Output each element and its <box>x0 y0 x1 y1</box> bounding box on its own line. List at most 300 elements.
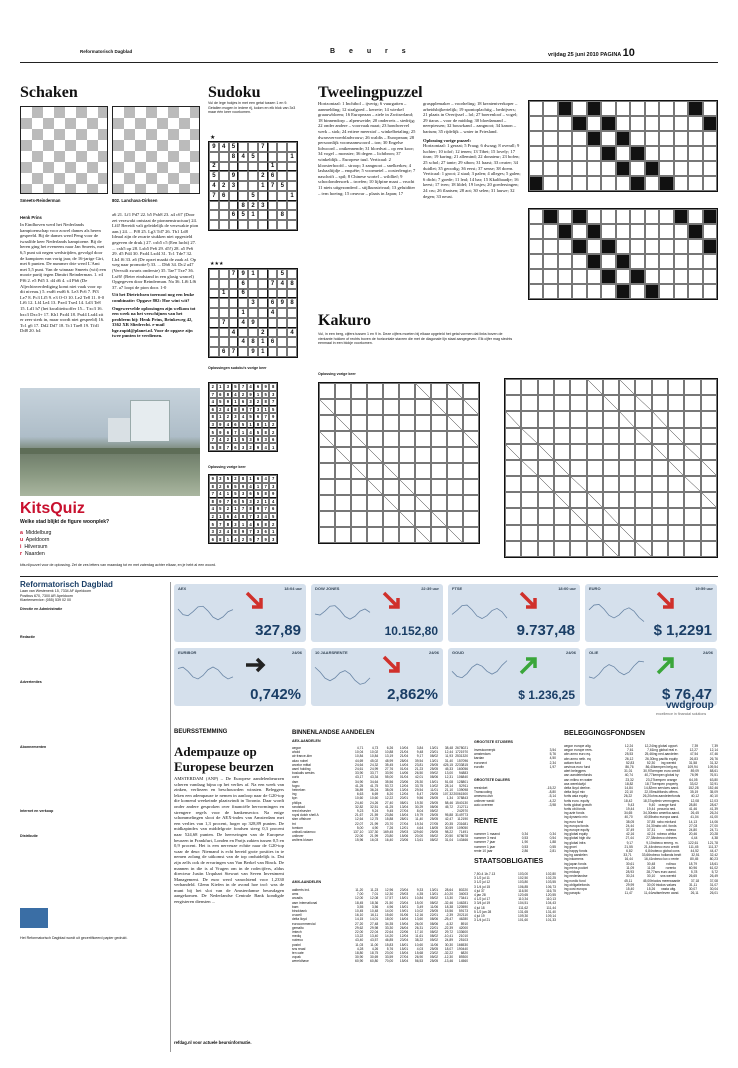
sudoku-cell: 3 <box>248 298 258 308</box>
table-cell: nummer 7 jaar <box>474 840 496 845</box>
table-cell: 9,48 <box>416 750 424 755</box>
market-tile-name: EURO <box>589 586 601 591</box>
puzzle-cell <box>630 284 644 299</box>
table-cell: 44,47 <box>709 849 719 854</box>
puzzle-cell <box>645 239 659 254</box>
sudoku-cell: 8 <box>217 535 225 543</box>
table-cell: -8,80 <box>548 790 556 795</box>
sudoku-cell: 2 <box>209 513 217 521</box>
puzzle-cell <box>688 161 702 176</box>
sudoku-cell: 6 <box>219 191 229 201</box>
sudoku-cell: 9 <box>247 391 255 399</box>
table-cell: 73441 <box>458 896 469 901</box>
sudoku-cell: 7 <box>209 490 217 498</box>
puzzle-cell <box>684 492 700 508</box>
puzzle-cell <box>447 463 463 479</box>
table-cell: 3,84 <box>416 746 424 750</box>
sudoku-cell: 8 <box>287 279 297 289</box>
table-cell: 12,00 <box>355 896 364 901</box>
puzzle-cell <box>367 527 383 543</box>
table-cell: 47,46 <box>709 752 719 757</box>
table-cell: 40,70 <box>624 815 633 820</box>
sudoku-cell: 9 <box>217 428 225 436</box>
puzzle-cell <box>543 284 557 299</box>
sudoku-cell: 5 <box>224 475 232 483</box>
puzzle-cell <box>616 254 630 269</box>
sudoku-cell: 7 <box>268 181 278 191</box>
table-cell: 32,91 <box>709 781 719 786</box>
table-cell: 23/01 <box>429 750 439 755</box>
puzzle-cell <box>351 495 367 511</box>
sudoku-cell <box>219 162 229 172</box>
table-cell: 9,17 <box>626 840 633 845</box>
sudoku-cell: 5 <box>209 443 217 451</box>
sudoku-cell: 3 <box>229 181 239 191</box>
puzzle-cell <box>674 269 688 284</box>
sudoku-cell <box>287 269 297 279</box>
table-cell: 14,20 <box>384 934 394 939</box>
sudoku-cell: 1 <box>217 413 225 421</box>
sudoku-grid-1 <box>208 141 298 231</box>
table-cell: 137,10 <box>353 830 364 835</box>
puzzle-cell <box>463 463 479 479</box>
puzzle-cell <box>587 209 601 224</box>
tweeling-grid-1 <box>528 100 718 192</box>
table-cell: 25/05 <box>429 946 439 951</box>
puzzle-cell <box>684 476 700 492</box>
puzzle-cell <box>463 495 479 511</box>
table-cell: 3149773 <box>455 813 469 818</box>
sudoku-cell: 4 <box>287 328 297 338</box>
puzzle-cell <box>587 131 601 146</box>
puzzle-cell <box>674 161 688 176</box>
puzzle-cell <box>652 492 668 508</box>
sudoku-cell <box>219 279 229 289</box>
table-cell: 33,30 <box>384 925 394 930</box>
table-cell: 112190 <box>457 817 469 822</box>
sudoku-cell: 4 <box>262 513 270 521</box>
puzzle-cell <box>538 428 554 444</box>
puzzle-cell <box>554 444 570 460</box>
puzzle-cell <box>616 116 630 131</box>
puzzle-cell <box>645 254 659 269</box>
puzzle-cell <box>554 492 570 508</box>
table-cell: 26,49 <box>709 874 719 879</box>
sudoku-cell: 4 <box>247 520 255 528</box>
table-cell: nutreco <box>292 938 303 943</box>
table-cell: 22/06 <box>399 930 409 935</box>
puzzle-cell <box>521 428 537 444</box>
table-cell: 4,73 <box>371 746 379 750</box>
puzzle-cell <box>635 379 651 395</box>
table-cell: 12,24 <box>644 744 653 748</box>
sudoku-cell: 3 <box>239 443 247 451</box>
table-cell: 9,40 <box>648 802 656 807</box>
sudoku-cell <box>248 328 258 338</box>
table-cell: 19,30 <box>414 800 424 805</box>
puzzle-cell <box>554 395 570 411</box>
table-cell: 95,88 <box>444 813 454 818</box>
sudoku-cell: 6 <box>254 383 262 391</box>
table-cell: 18,36 <box>369 900 379 905</box>
table-cell: delta lloyd <box>292 917 307 922</box>
puzzle-cell <box>399 463 415 479</box>
sudoku-cell: 6 <box>224 428 232 436</box>
table-cell: 60,96 <box>688 865 698 870</box>
puzzle-cell <box>688 254 702 269</box>
table-cell: 21,23 <box>414 767 424 772</box>
puzzle-cell <box>668 541 684 557</box>
sudoku-cell: 7 <box>239 505 247 513</box>
puzzle-cell <box>572 176 586 191</box>
table-cell: 64,05 <box>689 777 698 782</box>
market-sparkline <box>452 658 512 688</box>
table-cell: 09/02 <box>429 771 439 776</box>
puzzle-cell <box>601 131 615 146</box>
table-cell: 27,40 <box>384 800 394 805</box>
puzzle-cell <box>558 161 572 176</box>
sudoku-cell <box>277 328 287 338</box>
sudoku-cell <box>277 152 287 162</box>
table-cell: 3,56 <box>371 904 379 909</box>
sudoku-cell: 2 <box>219 181 229 191</box>
table-cell: 15,40 <box>625 886 635 891</box>
sudoku-cell: 4 <box>217 490 225 498</box>
table-cell: 48,99 <box>384 758 394 763</box>
table-cell: 26,20 <box>642 794 652 799</box>
table-cell: kempen global hy <box>652 773 679 778</box>
table-cell: kempen property <box>653 781 679 786</box>
table-cell: 116,75 <box>546 888 557 893</box>
vwd-tagline: excellence in financial solutions <box>656 712 707 716</box>
puzzle-cell <box>645 269 659 284</box>
puzzle-cell <box>701 379 717 395</box>
table-cell: 58,46 <box>444 800 454 805</box>
table-cell: 35,56 <box>384 779 394 784</box>
puzzle-cell <box>668 444 684 460</box>
table-cell: - <box>451 809 454 814</box>
table-cell: 21/04 <box>399 750 409 755</box>
puzzle-cell <box>367 479 383 495</box>
table-cell: 41,75 <box>369 783 379 788</box>
table-cell: 3,54 <box>549 748 556 752</box>
table-cell: 41,25 <box>384 804 394 809</box>
colophon-heading: Distributie <box>20 833 38 838</box>
table-cell: 12,03 <box>709 798 718 803</box>
funds-title: BELEGGINGSFONDSEN <box>564 730 645 737</box>
table-cell: 33,66 <box>641 853 651 858</box>
colophon-divider <box>170 582 171 1052</box>
table-cell: 26,90 <box>414 955 424 960</box>
table-cell: 3 1/2 jul 12 <box>474 880 491 885</box>
table-cell: 33,90 <box>355 771 364 776</box>
colophon-heading: Abonnementen <box>20 744 47 749</box>
puzzle-cell <box>505 460 521 476</box>
sudoku-cell <box>209 279 219 289</box>
table-cell: 5 1/2 jan 28 <box>474 909 492 914</box>
table-cell: 107,32 <box>443 792 454 797</box>
sudoku-cell <box>229 298 239 308</box>
market-tile <box>311 648 443 706</box>
table-cell: 23/06 <box>399 779 409 784</box>
table-cell: 9,45 <box>386 809 394 814</box>
puzzle-cell <box>383 479 399 495</box>
table-cell: 28,77 <box>646 870 655 875</box>
table-cell: 33,02 <box>689 781 699 786</box>
quiz-option[interactable] <box>20 537 140 544</box>
puzzle-cell <box>587 492 603 508</box>
table-cell: 25/05 <box>429 767 439 772</box>
table-cell: 12/04 <box>399 783 409 788</box>
puzzle-cell <box>688 176 702 191</box>
table-cell: 11,08 <box>647 865 656 870</box>
table-cell: 26,11 <box>690 891 699 896</box>
obligatie-row <box>474 918 556 922</box>
table-cell: 10,84 <box>355 754 364 759</box>
table-cell: 80220 <box>458 888 469 892</box>
puzzle-cell <box>447 431 463 447</box>
sudoku-cell: 8 <box>238 201 248 211</box>
table-cell: 76,51 <box>709 773 718 778</box>
puzzle-cell <box>383 399 399 415</box>
puzzle-cell <box>587 116 601 131</box>
stijgers-title: GROOTSTE STIJGERS <box>474 740 513 744</box>
sudoku-cell: 6 <box>217 391 225 399</box>
market-tile-name: OLIE <box>589 650 599 655</box>
puzzle-cell <box>570 525 586 541</box>
table-cell: 45,72 <box>444 804 454 809</box>
sudoku-cell <box>258 162 268 172</box>
table-cell: 24,40 <box>355 800 364 805</box>
table-cell: 23/02 <box>429 951 439 956</box>
table-cell: 26,83 <box>689 756 698 761</box>
puzzle-cell <box>319 479 335 495</box>
sudoku-cell <box>238 142 248 152</box>
sudoku-cell <box>229 220 239 230</box>
table-cell: 41,46 <box>688 807 698 812</box>
sudoku-cell: 4 <box>217 436 225 444</box>
sudoku-cell <box>287 308 297 318</box>
table-cell: 0,53 <box>521 836 529 841</box>
sudoku-cell: 1 <box>287 191 297 201</box>
puzzle-cell <box>688 209 702 224</box>
sudoku-cell: 6 <box>268 337 278 347</box>
table-cell: 678678 <box>457 834 469 839</box>
sudoku-cell <box>238 181 248 191</box>
sudoku-cell: 5 <box>277 269 287 279</box>
table-cell: pecunia ned. <box>657 807 677 812</box>
sudoku-cell: 9 <box>262 383 270 391</box>
table-cell: 55,00 <box>384 775 394 780</box>
colophon-heading: Advertenties <box>20 679 42 684</box>
puzzle-cell <box>619 379 635 395</box>
table-cell: 27/05 <box>429 821 439 826</box>
sudoku-cell: 6 <box>238 289 248 299</box>
table-cell: abn amro neth. eq <box>564 756 591 761</box>
table-cell: 101,33 <box>545 918 557 923</box>
table-cell: 15,88 <box>384 817 394 822</box>
sudoku-cell <box>219 328 229 338</box>
table-cell: actiam fund <box>564 760 582 765</box>
table-cell: 40,74 <box>624 773 633 778</box>
table-cell: unilever wedd <box>474 798 495 803</box>
market-tile-time: 24/06 <box>428 650 439 655</box>
sudoku-cell <box>209 269 219 279</box>
table-cell: boskalis westm. <box>292 771 316 776</box>
puzzle-cell <box>701 541 717 557</box>
quiz-option[interactable] <box>20 530 140 537</box>
puzzle-cell <box>616 209 630 224</box>
table-cell: 28/01 <box>399 817 409 822</box>
table-cell: 23,86 <box>384 813 394 818</box>
market-tile <box>448 584 580 642</box>
puzzle-cell <box>463 447 479 463</box>
puzzle-cell <box>601 239 615 254</box>
table-cell: ing mens pocket <box>564 865 589 870</box>
sudoku-cell: 6 <box>224 483 232 491</box>
table-cell: 18,61 <box>709 861 719 866</box>
table-cell: 41,00 <box>709 815 719 820</box>
table-cell: wereldhave <box>292 959 309 964</box>
table-cell: 15/01 <box>399 904 409 909</box>
table-cell: 102,80 <box>545 872 557 876</box>
sudoku-cell: 8 <box>262 398 270 406</box>
puzzle-cell <box>463 399 479 415</box>
market-tile-name: AEX <box>178 586 187 591</box>
table-cell: 14,82 <box>644 786 653 791</box>
table-cell: 26,12 <box>625 756 634 761</box>
puzzle-cell <box>529 116 543 131</box>
sudoku-cell <box>219 152 229 162</box>
table-cell: 111,37 <box>708 844 719 849</box>
puzzle-cell <box>603 444 619 460</box>
sudoku-cell: 1 <box>258 337 268 347</box>
market-sparkline <box>589 594 649 624</box>
puzzle-cell <box>652 411 668 427</box>
puzzle-cell <box>652 476 668 492</box>
sudoku-cell: 9 <box>239 528 247 536</box>
table-cell: 425,15 <box>443 762 454 767</box>
market-tile-time: 24/06 <box>565 650 576 655</box>
table-cell: 3,55 <box>356 904 364 909</box>
sudoku-cell <box>219 269 229 279</box>
puzzle-cell <box>319 463 335 479</box>
table-cell: 25/05 <box>429 800 439 805</box>
sudoku-cell <box>209 289 219 299</box>
sudoku-cell: 9 <box>209 142 219 152</box>
sudoku-cell: 7 <box>229 347 239 357</box>
sudoku-cell: 7 <box>224 498 232 506</box>
table-cell: 10,02 <box>369 750 379 755</box>
table-cell: nummer 1 jaar <box>474 844 496 849</box>
table-cell: euronext <box>474 760 487 765</box>
puzzle-cell <box>351 431 367 447</box>
table-cell: 5,00 <box>356 825 364 830</box>
puzzle-cell <box>463 415 479 431</box>
puzzle-cell <box>399 399 415 415</box>
sudoku-cell: 8 <box>277 210 287 220</box>
table-cell: 40,12 <box>690 794 700 799</box>
puzzle-cell <box>587 428 603 444</box>
colophon-line: Laan van Westenenk 15, 7334 AF Apeldoorn <box>20 589 92 593</box>
table-cell: 4,35 <box>416 892 424 897</box>
puzzle-cell <box>619 476 635 492</box>
table-cell: 10/04 <box>399 746 409 750</box>
table-cell: 41,39 <box>709 807 719 812</box>
sudoku-cell <box>229 279 239 289</box>
sudoku-cell: 6 <box>239 398 247 406</box>
puzzle-cell <box>543 239 557 254</box>
table-cell: 109,14 <box>545 914 557 919</box>
sudoku-cell: 3 <box>224 383 232 391</box>
table-cell: 29,99 <box>625 882 635 887</box>
puzzle-cell <box>645 224 659 239</box>
table-cell: 27/04 <box>399 955 409 960</box>
table-cell: 7,01 <box>371 892 379 897</box>
puzzle-cell <box>616 224 630 239</box>
puzzle-cell <box>319 447 335 463</box>
table-cell: multifonds offens. <box>652 790 679 795</box>
quiz-option[interactable] <box>20 544 140 551</box>
puzzle-cell <box>335 399 351 415</box>
sudoku-cell: 1 <box>254 391 262 399</box>
market-tile-time: 24/06 <box>702 650 713 655</box>
chess-column-2 <box>112 212 200 380</box>
table-cell: unibail-rodamco <box>292 830 316 835</box>
quiz-option-key: r <box>20 551 23 557</box>
sudoku-intro: Vul de lege hokjes in met een getal tussen 1 en 9. Getallen mogen in iedere rij, kolom en elk blok van 3x3 maar één keer voorkomen. <box>208 101 296 115</box>
sudoku-cell: 3 <box>269 535 277 543</box>
sudoku-cell <box>238 162 248 172</box>
sudoku-cell <box>219 201 229 211</box>
sudoku-cell: 6 <box>238 279 248 289</box>
puzzle-cell <box>558 239 572 254</box>
tweeling-column-2 <box>423 101 521 301</box>
puzzle-cell <box>630 161 644 176</box>
sudoku-cell: 8 <box>248 337 258 347</box>
puzzle-cell <box>603 508 619 524</box>
puzzle-cell <box>570 460 586 476</box>
puzzle-cell <box>335 447 351 463</box>
puzzle-cell <box>570 395 586 411</box>
quiz-option[interactable] <box>20 551 140 558</box>
puzzle-cell <box>319 415 335 431</box>
table-cell: amsterdam <box>474 752 491 757</box>
puzzle-cell <box>619 411 635 427</box>
table-cell: 152,46 <box>707 786 719 791</box>
table-cell: 26,00 <box>414 921 424 926</box>
funds-table <box>564 744 718 895</box>
table-cell: 86,40 <box>645 765 654 770</box>
sudoku-cell <box>209 337 219 347</box>
sudoku-cell <box>248 308 258 318</box>
puzzle-cell <box>668 411 684 427</box>
sudoku-cell <box>287 171 297 181</box>
puzzle-cell <box>645 116 659 131</box>
puzzle-cell <box>505 492 521 508</box>
puzzle-cell <box>383 383 399 399</box>
puzzle-cell <box>688 224 702 239</box>
sudoku-cell: 6 <box>268 171 278 181</box>
table-cell: 26,50 <box>414 771 424 776</box>
table-cell: 37,18 <box>690 878 700 883</box>
table-cell: 19,44 <box>646 807 656 812</box>
puzzle-cell <box>319 383 335 399</box>
puzzle-cell <box>659 116 673 131</box>
table-cell: 13,60 <box>414 917 424 922</box>
puzzle-cell <box>684 411 700 427</box>
sudoku-cell: 2 <box>209 383 217 391</box>
